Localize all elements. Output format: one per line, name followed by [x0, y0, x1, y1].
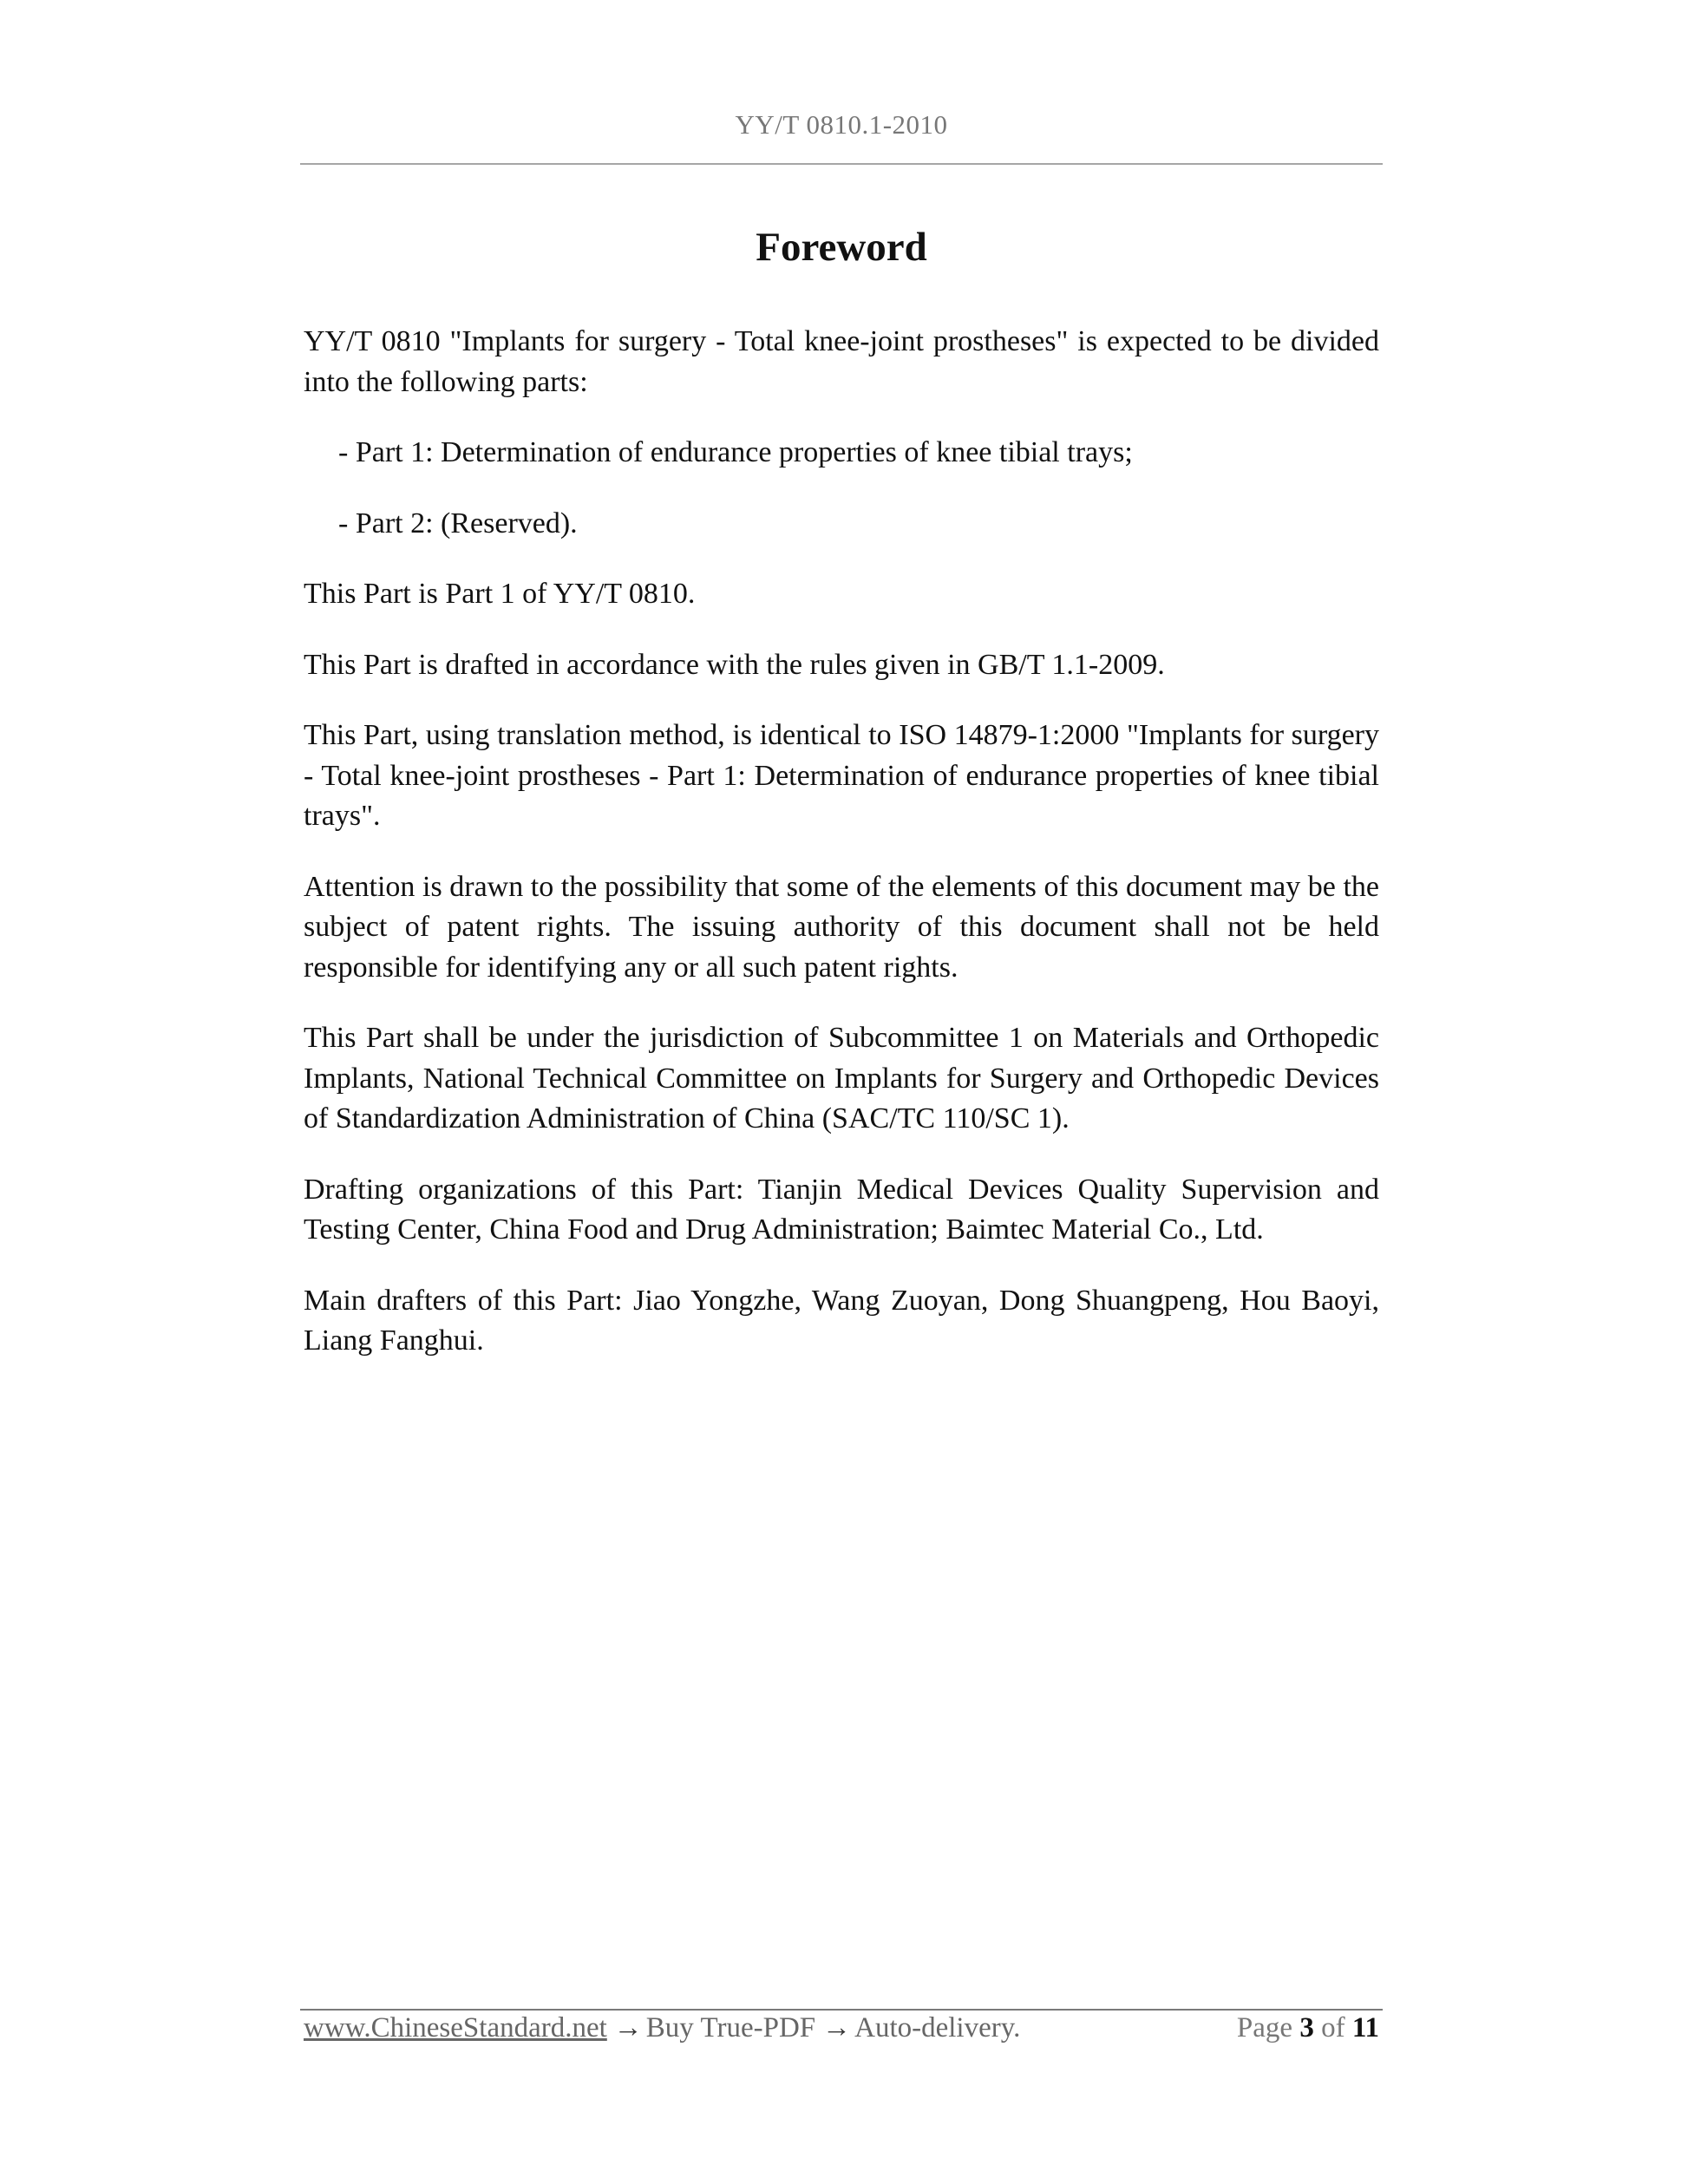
list-item-part-2: - Part 2: (Reserved).	[338, 507, 578, 539]
page-of-label: of	[1321, 2012, 1345, 2043]
paragraph-drafting-organizations: Drafting organizations of this Part: Tianjin Medical Devices Quality Supervision and Testing Center, China Food and Drug Administration; Baimtec Material Co., Ltd.	[304, 1173, 1379, 1246]
page-header: YY/T 0810.1-2010	[735, 109, 948, 140]
page-current: 3	[1299, 2012, 1314, 2043]
foreword-body	[304, 322, 1379, 1392]
header-divider	[300, 163, 1383, 165]
paragraph-patent-notice: Attention is drawn to the possibility that some of the elements of this document may be the subject of patent rights. The issuing authority of this document shall not be held responsible for identifying any or all such patent rights.	[304, 870, 1379, 984]
paragraph-jurisdiction: This Part shall be under the jurisdiction of Subcommittee 1 on Materials and Orthopedic Implants, National Technical Committee on Implants for Surgery and Orthopedic Devices of Standardization Administration of China (SAC/TC 110/SC 1).	[304, 1022, 1379, 1135]
arrow-right-icon: →	[613, 2012, 643, 2043]
buy-true-pdf-text: Buy True-PDF	[645, 2012, 816, 2043]
arrow-right-icon: →	[822, 2012, 852, 2043]
paragraph-part-statement: This Part is Part 1 of YY/T 0810.	[304, 578, 696, 610]
footer-divider	[300, 2009, 1383, 2011]
page-total: 11	[1351, 2012, 1379, 2043]
page-title: Foreword	[756, 225, 927, 270]
paragraph-main-drafters: Main drafters of this Part: Jiao Yongzhe, Wang Zuoyan, Dong Shuangpeng, Hou Baoyi, Liang Fanghui.	[304, 1284, 1379, 1357]
list-item-part-1: - Part 1: Determination of endurance properties of knee tibial trays;	[338, 436, 1133, 468]
page-label: Page	[1236, 2012, 1293, 2043]
paragraph-parts-intro: YY/T 0810 "Implants for surgery - Total knee-joint prostheses" is expected to be divided into the following parts:	[304, 325, 1379, 398]
paragraph-drafting-rules: This Part is drafted in accordance with the rules given in GB/T 1.1-2009.	[304, 648, 1165, 681]
paragraph-iso-identity: This Part, using translation method, is identical to ISO 14879-1:2000 "Implants for surgery - Total knee-joint prostheses - Part 1: Determination of endurance properties of knee tibial trays".	[304, 719, 1379, 832]
page-number	[1237, 2012, 1379, 2044]
auto-delivery-text: Auto-delivery.	[854, 2012, 1021, 2043]
chinesestandard-link[interactable]: www.ChineseStandard.net	[304, 2012, 607, 2043]
footer-promo	[304, 2012, 1020, 2044]
